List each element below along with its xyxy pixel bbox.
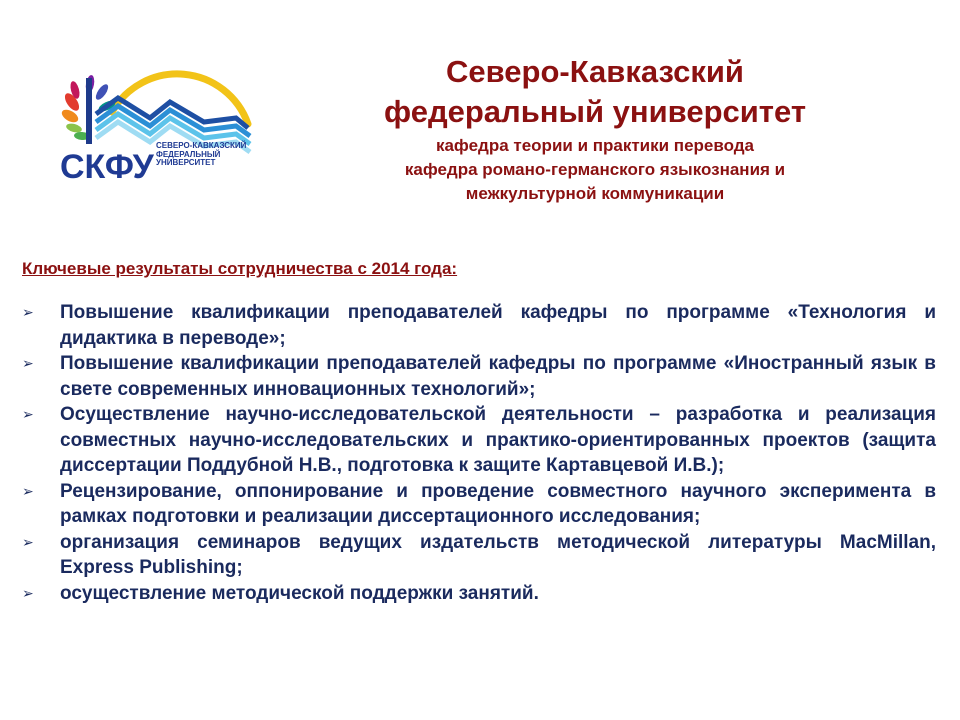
logo-caption: [156, 142, 286, 168]
logo-emblem-icon: [52, 62, 257, 187]
list-item: [22, 300, 936, 351]
list-item: [22, 402, 936, 479]
arrow-bullet-icon: ➢: [22, 533, 34, 550]
logo-caption-line: ФЕДЕРАЛЬНЫЙ: [156, 149, 221, 159]
list-item-text: Повышение квалификации преподавателей кафедры по программе «Иностранный язык в свете современных инновационных технологий»;: [60, 353, 936, 400]
department-line3: межкультурной коммуникации: [465, 184, 725, 203]
arrow-bullet-icon: ➢: [22, 584, 34, 601]
logo-caption-line: УНИВЕРСИТЕТ: [156, 158, 216, 167]
list-item-text: Повышение квалификации преподавателей кафедры по программе «Технология и дидактика в переводе»;: [60, 302, 936, 349]
arrow-bullet-icon: ➢: [22, 304, 34, 320]
list-item-text: Рецензирование, оппонирование и проведение совместного научного эксперимента в рамках подготовки и реализации диссертационного исследования;: [60, 480, 936, 527]
list-item: [22, 479, 936, 530]
list-item: [22, 581, 936, 607]
slide-header: [300, 52, 890, 206]
results-list: [22, 300, 936, 606]
logo-caption-line: СЕВЕРО-КАВКАЗСКИЙ: [156, 141, 247, 150]
section-title: Ключевые результаты сотрудничества с 2014 года:: [22, 259, 458, 278]
leaf-flame-icon: [60, 74, 117, 144]
university-title-line2: федеральный университет: [383, 94, 806, 129]
list-item-text: организация семинаров ведущих издательств методической литературы MacMillan, Express Publishing;: [60, 531, 936, 578]
arrow-bullet-icon: ➢: [22, 406, 34, 422]
list-item-text: осуществление методической поддержки занятий.: [60, 582, 539, 604]
list-item: [22, 530, 936, 581]
logo-abbr: СКФУ: [60, 148, 154, 186]
department-line1: кафедра теории и практики перевода: [435, 136, 755, 155]
department-line2: кафедра романо-германского языкознания и: [404, 160, 786, 179]
university-logo: [52, 62, 257, 187]
university-title-line1: Северо-Кавказский: [446, 54, 744, 89]
arrow-bullet-icon: ➢: [22, 482, 34, 499]
list-item-text: Осуществление научно-исследовательской деятельности – разработка и реализация совместных научно-исследовательских и практико-ориентированных проектов (защита диссертации Поддубной Н.В., подготовка к защите Картавцевой И.В.);: [60, 404, 936, 476]
arrow-bullet-icon: ➢: [22, 355, 34, 371]
list-item: [22, 351, 936, 402]
